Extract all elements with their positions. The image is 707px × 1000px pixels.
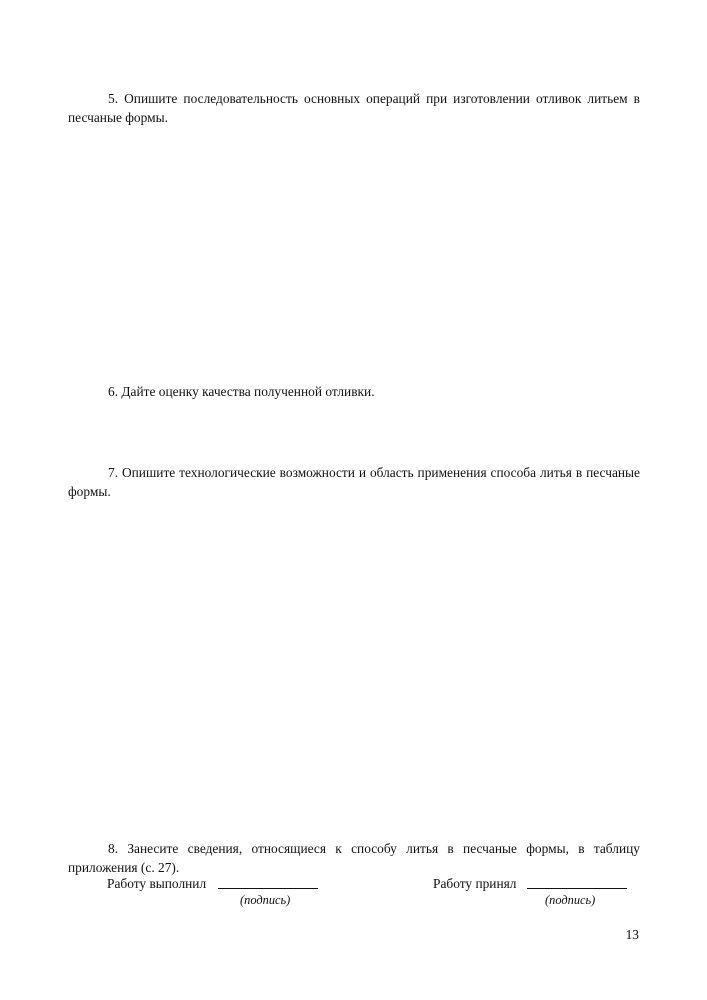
accepted-by-signature-caption bbox=[545, 892, 595, 908]
performed-by-label: Работу выполнил bbox=[107, 876, 207, 891]
question-8: 8. Занесите сведения, относящиеся к способу литья в песчаные формы, в таблицу приложения (с. 27). bbox=[68, 841, 640, 876]
page-number: 13 bbox=[625, 927, 639, 942]
caption-word: подпись bbox=[549, 893, 592, 907]
performed-by-signature-line bbox=[218, 888, 318, 889]
caption-open-paren: ( bbox=[545, 893, 550, 907]
performed-by-signature-caption bbox=[240, 892, 290, 908]
caption-open-paren: ( bbox=[240, 893, 245, 907]
caption-close-paren: ) bbox=[591, 893, 596, 907]
caption-close-paren: ) bbox=[286, 893, 291, 907]
accepted-by-label: Работу принял bbox=[433, 876, 517, 891]
question-7: 7. Опишите технологические возможности и область применения способа литья в песчаные формы. bbox=[68, 465, 640, 500]
question-6: 6. Дайте оценку качества полученной отливки. bbox=[108, 384, 375, 400]
accepted-by-signature-line bbox=[527, 888, 627, 889]
caption-word: подпись bbox=[244, 893, 287, 907]
question-5: 5. Опишите последовательность основных операций при изготовлении отливок литьем в песчаные формы. bbox=[68, 91, 640, 126]
